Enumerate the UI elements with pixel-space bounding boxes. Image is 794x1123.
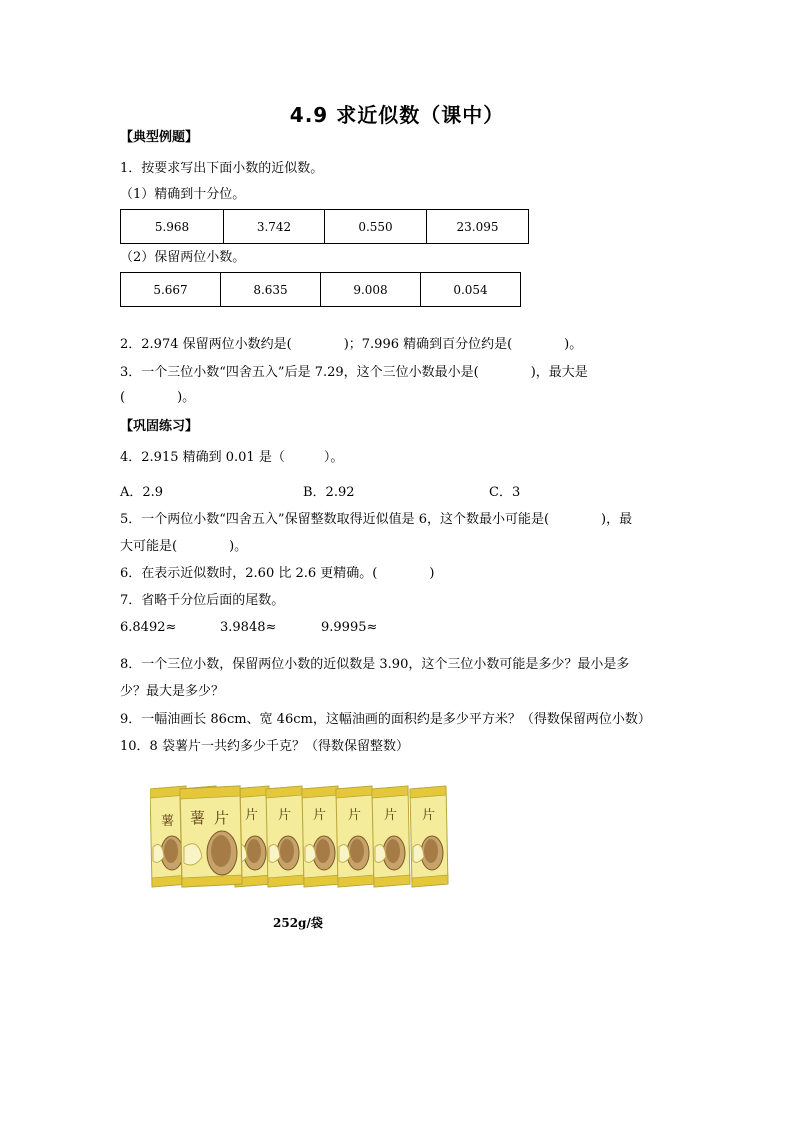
question-5-line-1: 5．一个两位小数“四舍五入”保留整数取得近似值是 6，这个数最小可能是( )，最 [120, 512, 633, 527]
question-2: 2．2.974 保留两位小数约是( )；7.996 精确到百分位约是( )。 [120, 337, 583, 352]
chip-bag-front [180, 786, 242, 887]
table-cell: 5.968 [121, 210, 224, 244]
image-caption: 252g/袋 [273, 916, 323, 930]
question-7-item: 3.9848≈ [220, 620, 277, 635]
table-cell: 8.635 [221, 273, 321, 307]
section-typical-examples: 【典型例题】 [120, 130, 199, 145]
question-6: 6．在表示近似数时，2.60 比 2.6 更精确。( ) [120, 566, 435, 581]
question-8-line-2: 少？最大是多少？ [120, 684, 225, 699]
table-cell: 5.667 [121, 273, 221, 307]
bag-label: 片 [245, 808, 259, 823]
question-3-line-1: 3．一个三位小数“四舍五入”后是 7.29，这个三位小数最小是( )，最大是 [120, 365, 588, 380]
bag-label: 片 [384, 808, 398, 823]
question-4-option-b: B．2.92 [303, 485, 355, 500]
question-9: 9．一幅油画长 86cm、宽 46cm，这幅油画的面积约是多少平方米？（得数保留两位小数） [120, 712, 651, 727]
question-1-part-1: （1）精确到十分位。 [120, 187, 246, 202]
bag-label: 片 [278, 808, 292, 823]
bag-label: 薯 [190, 809, 206, 827]
question-4-stem: 4．2.915 精确到 0.01 是（ ）。 [120, 450, 344, 465]
question-7-stem: 7．省略千分位后面的尾数。 [120, 593, 285, 608]
question-4-option-c: C．3 [489, 485, 521, 500]
question-1-stem: 1．按要求写出下面小数的近似数。 [120, 161, 324, 176]
table-cell: 9.008 [321, 273, 421, 307]
chip-bag [266, 786, 304, 887]
question-7-item: 9.9995≈ [321, 620, 378, 635]
question-3-line-2: ( )。 [120, 390, 196, 405]
bag-label: 片 [214, 809, 230, 827]
question-1-table-1 [120, 209, 529, 244]
chip-bag [302, 786, 340, 887]
chip-bag [410, 786, 448, 887]
table-cell: 0.550 [325, 210, 427, 244]
question-8-line-1: 8．一个三位小数，保留两位小数的近似数是 3.90，这个三位小数可能是多少？最小是多 [120, 657, 630, 672]
question-5-line-2: 大可能是( )。 [120, 539, 248, 554]
section-practice: 【巩固练习】 [120, 419, 199, 434]
chip-bag [372, 786, 410, 887]
chip-bags-illustration [150, 783, 450, 891]
bag-label: 片 [313, 808, 327, 823]
question-4-option-a: A．2.9 [120, 485, 164, 500]
table-cell: 3.742 [224, 210, 325, 244]
bag-label: 片 [348, 808, 362, 823]
page-title: 4.9 求近似数（课中） [289, 103, 505, 127]
question-1-table-2 [120, 272, 521, 307]
table-cell: 0.054 [421, 273, 521, 307]
table-cell: 23.095 [427, 210, 529, 244]
bag-label: 片 [422, 808, 436, 823]
bag-label: 薯 [161, 814, 175, 829]
question-10: 10．8 袋薯片一共约多少千克？（得数保留整数） [120, 739, 409, 754]
question-7-item: 6.8492≈ [120, 620, 177, 635]
chip-bag [336, 786, 374, 887]
question-1-part-2: （2）保留两位小数。 [120, 250, 246, 265]
